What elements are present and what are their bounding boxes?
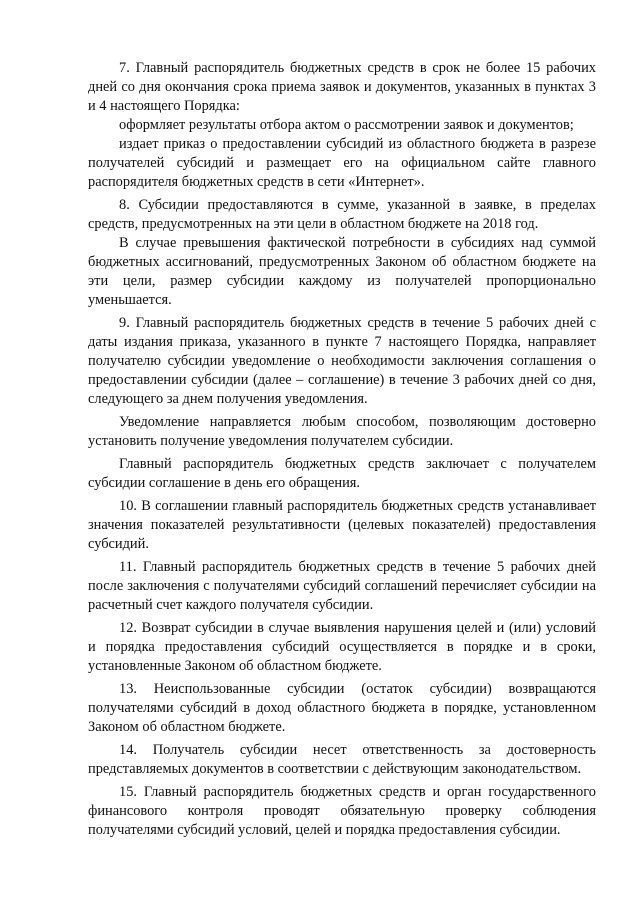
paragraph-8: 8. Субсидии предоставляются в сумме, указанной в заявке, в пределах средств, предусмотренных на эти цели в областном бюджете на 2018 год.	[88, 197, 596, 232]
paragraph-11: 11. Главный распорядитель бюджетных средств в течение 5 рабочих дней после заключения с получателями субсидий соглашений перечисляет субсидии на расчетный счет каждого получателя субсидии.	[88, 559, 596, 613]
paragraph-9-notification: Уведомление направляется любым способом, позволяющим достоверно установить получение уведомления получателем субсидии.	[88, 414, 596, 449]
paragraph-12: 12. Возврат субсидии в случае выявления нарушения целей и (или) условий и порядка предоставления субсидий осуществляется в порядке и в сроки, установленные Законом об областном бюджете.	[88, 620, 596, 674]
paragraph-9-agreement: Главный распорядитель бюджетных средств заключает с получателем субсидии соглашение в день его обращения.	[88, 456, 596, 491]
paragraph-13: 13. Неиспользованные субсидии (остаток субсидии) возвращаются получателями субсидий в доход областного бюджета в порядке, установленном Законом об областном бюджете.	[88, 681, 596, 735]
paragraph-7-item-1: оформляет результаты отбора актом о рассмотрении заявок и документов;	[119, 117, 574, 133]
paragraph-14: 14. Получатель субсидии несет ответственность за достоверность представляемых документов в соответствии с действующим законодательством.	[88, 742, 596, 777]
paragraph-7: 7. Главный распорядитель бюджетных средств в срок не более 15 рабочих дней со дня окончания срока приема заявок и документов, указанных в пунктах 3 и 4 настоящего Порядка:	[88, 60, 596, 114]
paragraph-10: 10. В соглашении главный распорядитель бюджетных средств устанавливает значения показателей результативности (целевых показателей) предоставления субсидий.	[88, 498, 596, 552]
paragraph-8-continued: В случае превышения фактической потребности в субсидиях над суммой бюджетных ассигнований, предусмотренных Законом об областном бюджете на эти цели, размер субсидии каждому из получателей пропорционально уменьшается.	[88, 235, 596, 308]
paragraph-15: 15. Главный распорядитель бюджетных средств и орган государственного финансового контроля проводят обязательную проверку соблюдения получателями субсидий условий, целей и порядка предоставления субсидии.	[88, 784, 596, 838]
paragraph-7-item-2: издает приказ о предоставлении субсидий из областного бюджета в разрезе получателей субсидий и размещает его на официальном сайте главного распорядителя бюджетных средств в сети «Интернет».	[88, 136, 596, 190]
document-body	[88, 59, 596, 840]
paragraph-9: 9. Главный распорядитель бюджетных средств в течение 5 рабочих дней с даты издания приказа, указанного в пункте 7 настоящего Порядка, направляет получателю субсидии уведомление о необходимости заключения соглашения о предоставлении субсидии (далее – соглашение) в течение 3 рабочих дней со дня, следующего за днем получения уведомления.	[88, 315, 596, 407]
